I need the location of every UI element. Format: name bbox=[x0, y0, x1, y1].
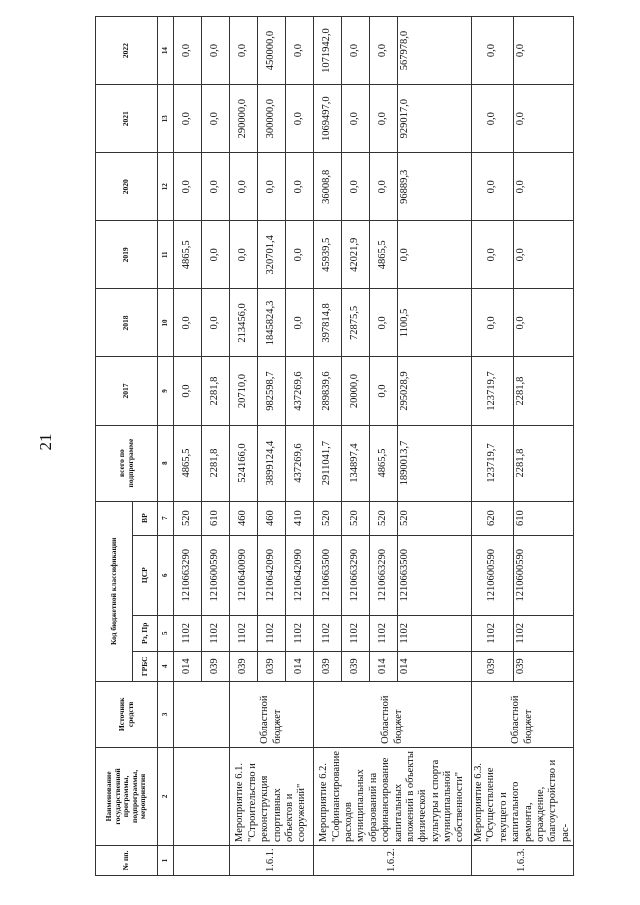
cell-2020: 0,0 bbox=[342, 153, 370, 221]
cell-grbs: 039 bbox=[514, 651, 574, 681]
cell-csr: 1210642090 bbox=[286, 535, 314, 615]
column-number: 5 bbox=[158, 615, 174, 651]
cell-rz-pr: 1102 bbox=[202, 615, 230, 651]
cell-vr: 520 bbox=[370, 501, 398, 535]
cell-2019: 42021,9 bbox=[342, 221, 370, 289]
cell-2021: 0,0 bbox=[202, 85, 230, 153]
cell-csr: 1210600590 bbox=[514, 535, 574, 615]
cell-2017: 2281,8 bbox=[202, 357, 230, 425]
header-year-2021: 2021 bbox=[96, 85, 158, 153]
cell-2017: 20710,0 bbox=[230, 357, 258, 425]
cell-2022: 0,0 bbox=[286, 17, 314, 85]
cell-vr: 520 bbox=[398, 501, 472, 535]
cell-csr: 1210663290 bbox=[342, 535, 370, 615]
header-year-2020: 2020 bbox=[96, 153, 158, 221]
cell-rz-pr: 1102 bbox=[514, 615, 574, 651]
cell-2021: 929017,0 bbox=[398, 85, 472, 153]
cell-2018: 0,0 bbox=[174, 289, 202, 357]
table-row bbox=[314, 17, 342, 876]
cell-source: Областной бюджет bbox=[472, 681, 574, 747]
cell-2020: 0,0 bbox=[202, 153, 230, 221]
cell-2020: 96889,3 bbox=[398, 153, 472, 221]
cell-rz-pr: 1102 bbox=[286, 615, 314, 651]
cell-2019: 45939,5 bbox=[314, 221, 342, 289]
cell-rz-pr: 1102 bbox=[370, 615, 398, 651]
column-number: 12 bbox=[158, 153, 174, 221]
cell-2017: 2281,8 bbox=[514, 357, 574, 425]
cell-2019: 0,0 bbox=[230, 221, 258, 289]
table-row bbox=[174, 17, 202, 876]
cell-vr: 610 bbox=[202, 501, 230, 535]
table-row bbox=[230, 17, 258, 876]
cell-2019: 0,0 bbox=[398, 221, 472, 289]
cell-2022: 0,0 bbox=[472, 17, 514, 85]
column-number: 1 bbox=[158, 845, 174, 875]
cell-rz-pr: 1102 bbox=[398, 615, 472, 651]
header-grbs: ГРБС bbox=[133, 651, 158, 681]
header-year-2017: 2017 bbox=[96, 357, 158, 425]
cell-item-number: 1.6.3. bbox=[472, 845, 574, 875]
cell-csr: 1210642090 bbox=[258, 535, 286, 615]
cell-item-description: Мероприятие 6.3. "Осуществление текущего и капитального ремонта, ограждение, благоустройство и рас- bbox=[472, 747, 574, 845]
header-total: всего по подпрограмме bbox=[96, 425, 158, 501]
cell-total: 4865,5 bbox=[174, 425, 202, 501]
header-rz-pr: Рз, Пр bbox=[133, 615, 158, 651]
cell-rz-pr: 1102 bbox=[258, 615, 286, 651]
header-year-2018: 2018 bbox=[96, 289, 158, 357]
cell-2022: 1071942,0 bbox=[314, 17, 342, 85]
cell-csr: 1210663500 bbox=[314, 535, 342, 615]
cell-2017: 0,0 bbox=[174, 357, 202, 425]
header-year-2019: 2019 bbox=[96, 221, 158, 289]
column-number: 14 bbox=[158, 17, 174, 85]
cell-2019: 0,0 bbox=[202, 221, 230, 289]
cell-2020: 0,0 bbox=[230, 153, 258, 221]
cell-vr: 520 bbox=[342, 501, 370, 535]
cell-2022: 0,0 bbox=[370, 17, 398, 85]
cell-source: Областной бюджет bbox=[230, 681, 314, 747]
cell-rz-pr: 1102 bbox=[174, 615, 202, 651]
cell-2017: 982598,7 bbox=[258, 357, 286, 425]
cell-total: 1890013,7 bbox=[398, 425, 472, 501]
table-landscape bbox=[95, 16, 571, 876]
cell-total: 3899124,4 bbox=[258, 425, 286, 501]
cell-2018: 0,0 bbox=[202, 289, 230, 357]
cell-2021: 290000,0 bbox=[230, 85, 258, 153]
cell-2021: 300000,0 bbox=[258, 85, 286, 153]
cell-2021: 0,0 bbox=[370, 85, 398, 153]
cell-2018: 213456,0 bbox=[230, 289, 258, 357]
cell-vr: 460 bbox=[230, 501, 258, 535]
cell-csr: 1210663290 bbox=[174, 535, 202, 615]
cell-grbs: 014 bbox=[398, 651, 472, 681]
cell-2022: 0,0 bbox=[202, 17, 230, 85]
cell-empty bbox=[174, 845, 230, 875]
cell-2019: 320701,4 bbox=[258, 221, 286, 289]
column-number: 3 bbox=[158, 681, 174, 747]
cell-vr: 410 bbox=[286, 501, 314, 535]
table-viewport bbox=[95, 16, 571, 876]
cell-item-number: 1.6.2. bbox=[314, 845, 472, 875]
header-year-2022: 2022 bbox=[96, 17, 158, 85]
cell-total: 134897,4 bbox=[342, 425, 370, 501]
cell-csr: 1210600590 bbox=[202, 535, 230, 615]
cell-total: 2281,8 bbox=[514, 425, 574, 501]
column-number: 9 bbox=[158, 357, 174, 425]
cell-vr: 520 bbox=[174, 501, 202, 535]
cell-grbs: 039 bbox=[202, 651, 230, 681]
cell-rz-pr: 1102 bbox=[342, 615, 370, 651]
cell-2022: 0,0 bbox=[174, 17, 202, 85]
cell-2022: 450000,0 bbox=[258, 17, 286, 85]
header-vr: ВР bbox=[133, 501, 158, 535]
cell-2018: 0,0 bbox=[286, 289, 314, 357]
cell-rz-pr: 1102 bbox=[230, 615, 258, 651]
cell-total: 2281,8 bbox=[202, 425, 230, 501]
cell-grbs: 014 bbox=[174, 651, 202, 681]
cell-empty bbox=[174, 747, 230, 845]
cell-rz-pr: 1102 bbox=[314, 615, 342, 651]
cell-2019: 4865,5 bbox=[370, 221, 398, 289]
column-number: 11 bbox=[158, 221, 174, 289]
cell-total: 437269,6 bbox=[286, 425, 314, 501]
table-row bbox=[472, 17, 514, 876]
cell-2019: 0,0 bbox=[514, 221, 574, 289]
cell-vr: 610 bbox=[514, 501, 574, 535]
cell-csr: 1210640090 bbox=[230, 535, 258, 615]
cell-2018: 72875,5 bbox=[342, 289, 370, 357]
cell-vr: 520 bbox=[314, 501, 342, 535]
cell-2018: 1100,5 bbox=[398, 289, 472, 357]
cell-2017: 0,0 bbox=[370, 357, 398, 425]
cell-grbs: 039 bbox=[314, 651, 342, 681]
cell-2022: 0,0 bbox=[514, 17, 574, 85]
cell-2021: 0,0 bbox=[342, 85, 370, 153]
cell-grbs: 014 bbox=[286, 651, 314, 681]
cell-grbs: 039 bbox=[342, 651, 370, 681]
cell-2020: 0,0 bbox=[514, 153, 574, 221]
cell-item-description: Мероприятие 6.1. "Строительство и реконструкция спортивных объектов и сооружений" bbox=[230, 747, 314, 845]
cell-source: Областной бюджет bbox=[314, 681, 472, 747]
cell-csr: 1210663500 bbox=[398, 535, 472, 615]
cell-2017: 437269,6 bbox=[286, 357, 314, 425]
cell-item-description: Мероприятие 6.2. "Софинансирование расходов муниципальных образований на софинансирование капитальных вложений в объекты физической культуры и спорта муниципальной собственности" bbox=[314, 747, 472, 845]
page-number: 21 bbox=[36, 433, 55, 451]
cell-2022: 0,0 bbox=[230, 17, 258, 85]
cell-grbs: 039 bbox=[258, 651, 286, 681]
cell-2020: 0,0 bbox=[258, 153, 286, 221]
cell-grbs: 014 bbox=[370, 651, 398, 681]
cell-2021: 0,0 bbox=[174, 85, 202, 153]
header-source: Источник средств bbox=[96, 681, 158, 747]
cell-item-number: 1.6.1. bbox=[230, 845, 314, 875]
cell-2021: 1069497,0 bbox=[314, 85, 342, 153]
cell-2019: 0,0 bbox=[286, 221, 314, 289]
header-csr: ЦСР bbox=[133, 535, 158, 615]
cell-2017: 295028,9 bbox=[398, 357, 472, 425]
cell-2017: 20000,0 bbox=[342, 357, 370, 425]
cell-vr: 620 bbox=[472, 501, 514, 535]
cell-empty bbox=[174, 681, 230, 747]
header-no: № пп. bbox=[96, 845, 158, 875]
cell-rz-pr: 1102 bbox=[472, 615, 514, 651]
header-name: Наименование государственной программы, подпрограммы, мероприятия bbox=[96, 747, 158, 845]
cell-2022: 567978,0 bbox=[398, 17, 472, 85]
cell-2018: 397814,8 bbox=[314, 289, 342, 357]
cell-grbs: 039 bbox=[472, 651, 514, 681]
column-number: 6 bbox=[158, 535, 174, 615]
cell-2021: 0,0 bbox=[472, 85, 514, 153]
cell-2018: 0,0 bbox=[514, 289, 574, 357]
cell-vr: 460 bbox=[258, 501, 286, 535]
cell-csr: 1210663290 bbox=[370, 535, 398, 615]
cell-2018: 1845824,3 bbox=[258, 289, 286, 357]
cell-2020: 0,0 bbox=[370, 153, 398, 221]
cell-2020: 36008,8 bbox=[314, 153, 342, 221]
cell-2017: 123719,7 bbox=[472, 357, 514, 425]
cell-total: 524166,0 bbox=[230, 425, 258, 501]
column-number: 8 bbox=[158, 425, 174, 501]
column-number: 7 bbox=[158, 501, 174, 535]
cell-2018: 0,0 bbox=[472, 289, 514, 357]
cell-2018: 0,0 bbox=[370, 289, 398, 357]
cell-total: 2911041,7 bbox=[314, 425, 342, 501]
cell-grbs: 039 bbox=[230, 651, 258, 681]
cell-2021: 0,0 bbox=[286, 85, 314, 153]
column-number: 2 bbox=[158, 747, 174, 845]
column-number: 10 bbox=[158, 289, 174, 357]
cell-2019: 4865,5 bbox=[174, 221, 202, 289]
cell-2020: 0,0 bbox=[174, 153, 202, 221]
cell-2020: 0,0 bbox=[286, 153, 314, 221]
column-number: 13 bbox=[158, 85, 174, 153]
cell-2020: 0,0 bbox=[472, 153, 514, 221]
cell-2022: 0,0 bbox=[342, 17, 370, 85]
cell-total: 123719,7 bbox=[472, 425, 514, 501]
column-number: 4 bbox=[158, 651, 174, 681]
cell-total: 4865,5 bbox=[370, 425, 398, 501]
header-budget-code: Код бюджетной классификации bbox=[96, 501, 133, 681]
cell-2021: 0,0 bbox=[514, 85, 574, 153]
cell-csr: 1210600590 bbox=[472, 535, 514, 615]
cell-2017: 289839,6 bbox=[314, 357, 342, 425]
cell-2019: 0,0 bbox=[472, 221, 514, 289]
budget-table bbox=[95, 16, 574, 876]
